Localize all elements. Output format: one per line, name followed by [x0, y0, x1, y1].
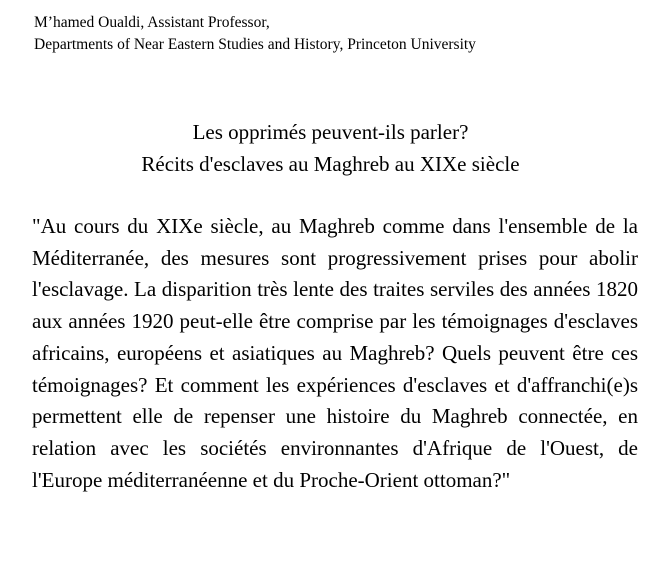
author-block: [34, 12, 476, 56]
document-title: [0, 116, 661, 180]
title-line-1: Les opprimés peuvent-ils parler?: [192, 120, 469, 144]
title-line-2: Récits d'esclaves au Maghreb au XIXe siècle: [141, 152, 520, 176]
abstract-paragraph: "Au cours du XIXe siècle, au Maghreb comme dans l'ensemble de la Méditerranée, des mesures sont progressivement prises pour abolir l'esclavage. La disparition très lente des traites serviles des années 1820 aux années 1920 peut-elle être comprise par les témoignages d'esclaves africains, européens et asiatiques au Maghreb? Quels peuvent être ces témoignages? Et comment les expériences d'esclaves et d'affranchi(e)s permettent elle de repenser une histoire du Maghreb connectée, en relation avec les sociétés environnantes d'Afrique de l'Ouest, de l'Europe méditerranéenne et du Proche-Orient ottoman?": [32, 214, 638, 492]
author-name: M’hamed Oualdi, Assistant Professor,: [34, 14, 270, 31]
author-affiliation: Departments of Near Eastern Studies and History, Princeton University: [34, 36, 476, 53]
